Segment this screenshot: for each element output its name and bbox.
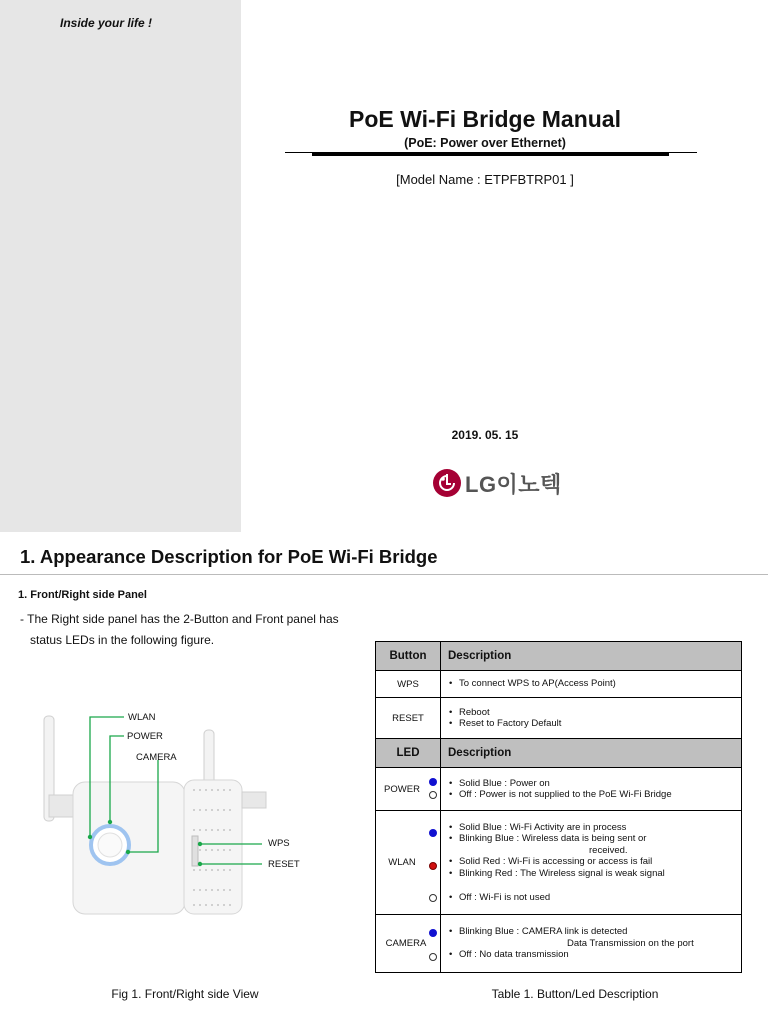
off-led-icon <box>429 894 437 902</box>
bullet-line: • Solid Red : Wi-Fi is accessing or access is fail <box>447 856 741 868</box>
device-illustration <box>40 700 300 920</box>
callout-label-power: POWER <box>127 731 163 742</box>
row-name: WPS <box>376 671 441 698</box>
lg-face-icon <box>433 469 461 497</box>
row-description <box>441 698 742 739</box>
cover-sidebar-panel <box>0 0 241 532</box>
off-led-icon <box>429 791 437 799</box>
header-cell: Description <box>441 642 742 671</box>
description-line: status LEDs in the following figure. <box>30 633 215 647</box>
row-name-text: WLAN <box>388 857 416 868</box>
blue-led-icon <box>429 929 437 937</box>
header-cell: Description <box>441 739 742 768</box>
section-heading: 1. Appearance Description for PoE Wi-Fi Bridge <box>20 546 438 567</box>
bullet-line: • To connect WPS to AP(Access Point) <box>447 678 741 690</box>
row-name <box>376 811 441 915</box>
document-subtitle: (PoE: Power over Ethernet) <box>404 136 566 150</box>
row-name-text: POWER <box>384 783 420 795</box>
callout-label-wps: WPS <box>268 838 290 849</box>
description-line: - The Right side panel has the 2-Button and Front panel has <box>20 612 339 626</box>
bullet-line: • Blinking Blue : CAMERA link is detected <box>447 926 741 938</box>
header-cell: Button <box>376 642 441 671</box>
bullet-line: • Blinking Red : The Wireless signal is weak signal <box>447 868 741 880</box>
callout-label-wlan: WLAN <box>128 712 156 723</box>
button-led-table <box>375 641 742 973</box>
lg-innotek-logo <box>433 467 562 499</box>
header-cell: LED <box>376 739 441 768</box>
table-row <box>376 671 742 698</box>
bullet-line: • Solid Blue : Power on <box>447 778 741 790</box>
table-header-row <box>376 642 742 671</box>
side-antenna <box>204 730 214 785</box>
table-row <box>376 698 742 739</box>
blue-led-icon <box>429 778 437 786</box>
title-rule-thick <box>312 152 669 156</box>
panel-description <box>20 609 365 651</box>
off-led-icon <box>429 953 437 961</box>
bullet-line: • Solid Blue : Wi-Fi Activity are in process <box>447 822 741 834</box>
bullet-line: • Reset to Factory Default <box>447 718 741 730</box>
continuation-line: Data Transmission on the port <box>567 937 694 949</box>
bullet-line: • Blinking Blue : Wireless data is being sent or <box>447 833 741 845</box>
bullet-line: • Reboot <box>447 707 741 719</box>
blue-led-icon <box>429 829 437 837</box>
section-divider <box>0 574 768 575</box>
row-description <box>441 768 742 811</box>
tagline: Inside your life ! <box>60 16 153 30</box>
row-name-text: CAMERA <box>385 938 427 949</box>
bullet-line: • Off : Wi-Fi is not used <box>447 892 741 904</box>
red-led-icon <box>429 862 437 870</box>
table-row <box>376 811 742 915</box>
table-row <box>376 915 742 973</box>
side-buttons <box>192 836 198 866</box>
bullet-line: • Off : No data transmission <box>447 949 741 961</box>
table-row <box>376 768 742 811</box>
callout-label-reset: RESET <box>268 859 300 870</box>
row-name <box>376 915 441 973</box>
row-description <box>441 915 742 973</box>
table-header-row <box>376 739 742 768</box>
row-description <box>441 671 742 698</box>
table-caption: Table 1. Button/Led Description <box>491 987 659 1001</box>
sub-heading: 1. Front/Right side Panel <box>18 589 147 601</box>
document-date: 2019. 05. 15 <box>451 428 519 442</box>
document-title: PoE Wi-Fi Bridge Manual <box>349 106 621 132</box>
bullet-line: • Off : Power is not supplied to the PoE Wi-Fi Bridge <box>447 789 741 801</box>
model-name: [Model Name : ETPFBTRP01 ] <box>396 172 574 187</box>
callout-label-camera: CAMERA <box>136 752 177 763</box>
row-description <box>441 811 742 915</box>
continuation-line: received. <box>589 844 628 856</box>
row-name: RESET <box>376 698 441 739</box>
row-name <box>376 768 441 811</box>
logo-wordmark: LG이노텍 <box>465 471 562 497</box>
figure-caption: Fig 1. Front/Right side View <box>111 987 259 1001</box>
